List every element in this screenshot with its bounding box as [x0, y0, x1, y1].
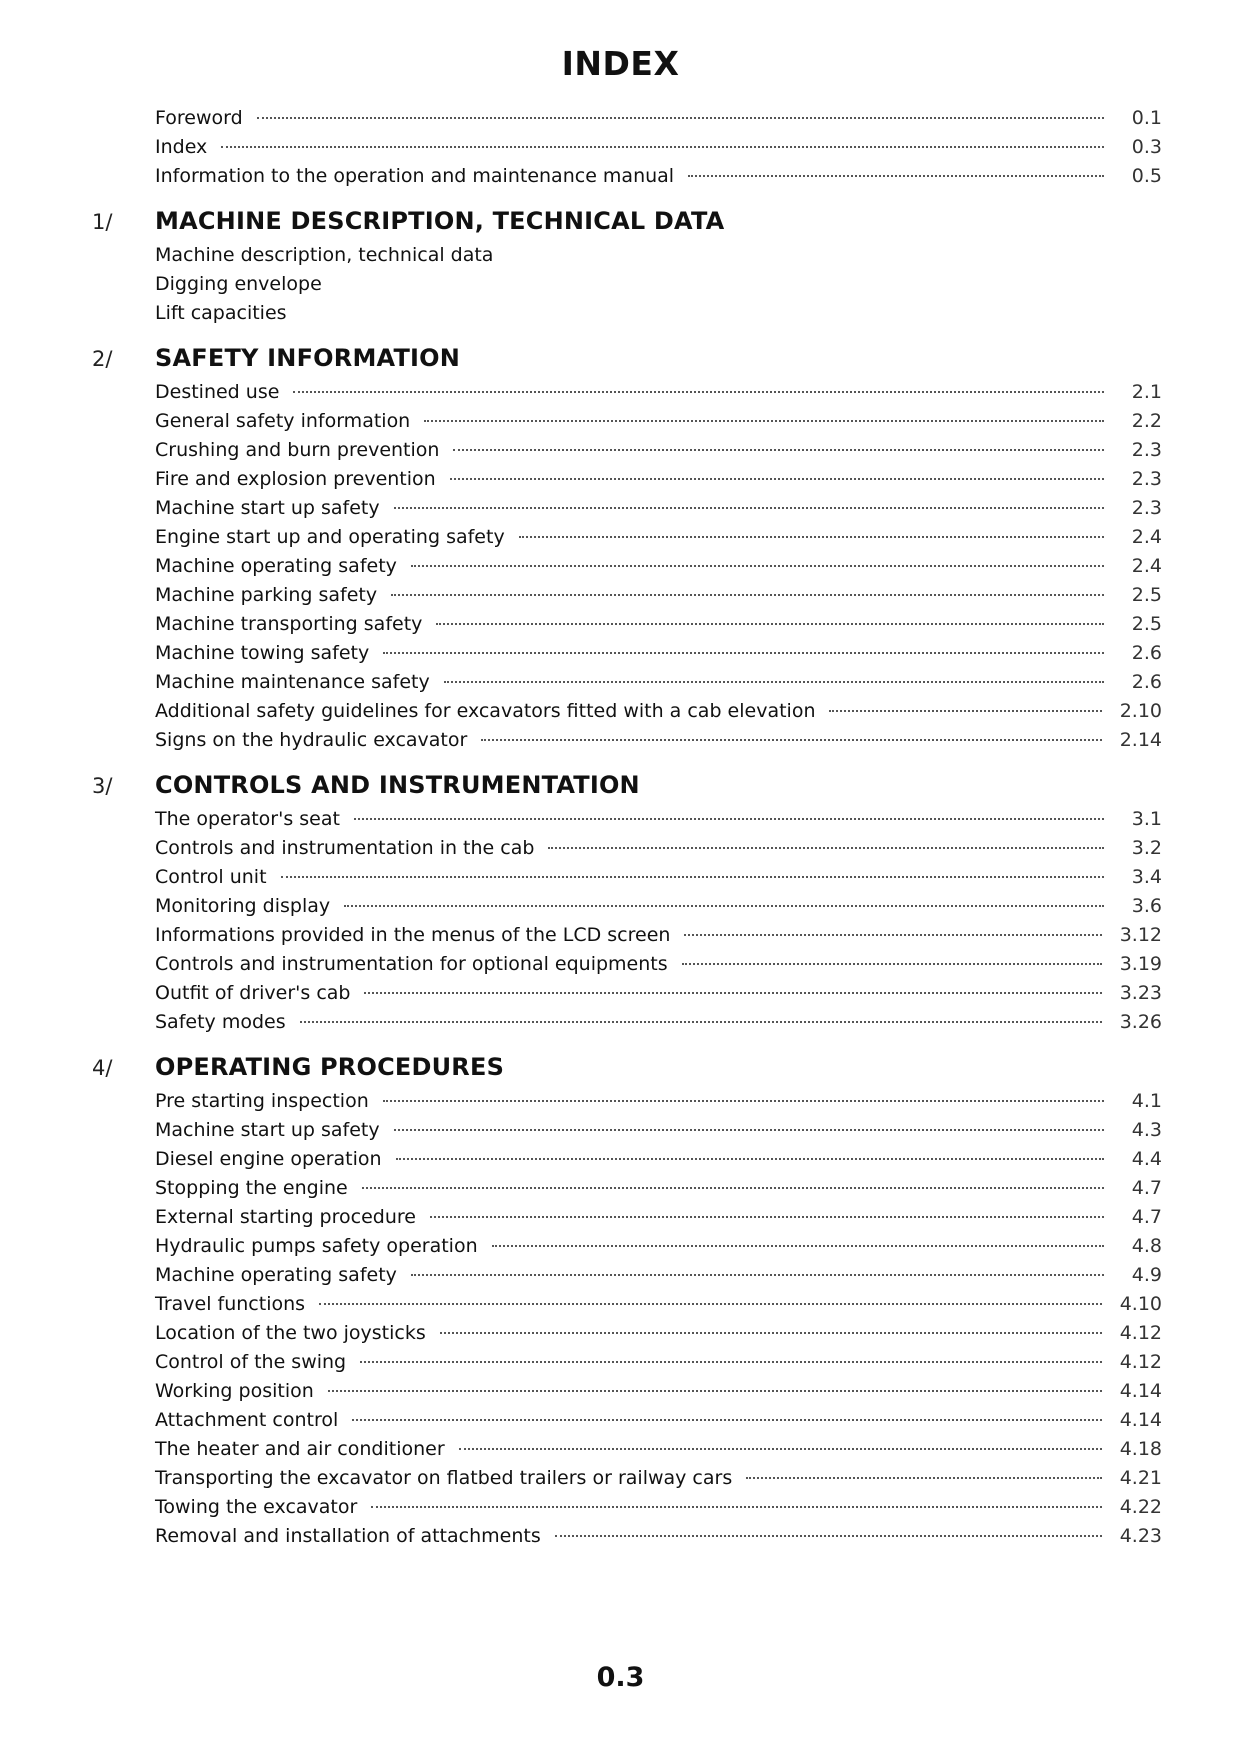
toc-entry-page: 4.23 [1119, 1525, 1162, 1547]
toc-entry[interactable] [92, 863, 1162, 892]
section-safety-information [92, 338, 1162, 755]
toc-entry-page: 4.22 [1119, 1496, 1162, 1518]
toc-entry-title: Machine start up safety [155, 1119, 380, 1141]
toc-entry[interactable] [92, 1203, 1162, 1232]
dot-leader [440, 1332, 1102, 1334]
toc-entry[interactable] [92, 805, 1162, 834]
toc-entry[interactable] [92, 407, 1162, 436]
toc-entry-title: Control of the swing [155, 1351, 347, 1373]
toc-entry-page: 2.2 [1131, 410, 1162, 432]
toc-entry-page: 2.1 [1131, 381, 1162, 403]
dot-leader [394, 507, 1104, 509]
toc-entry[interactable] [92, 1290, 1162, 1319]
section-machine-description [92, 201, 1162, 328]
section-number: 1/ [92, 210, 113, 234]
toc-entry[interactable] [92, 1464, 1162, 1493]
toc-subitem[interactable]: Machine description, technical data [155, 244, 494, 266]
dot-leader [682, 963, 1102, 965]
section-heading[interactable] [92, 765, 1162, 805]
toc-entry-page: 2.5 [1131, 584, 1162, 606]
toc-entry-title: The heater and air conditioner [155, 1438, 445, 1460]
dot-leader [257, 117, 1104, 119]
toc-entry[interactable] [92, 378, 1162, 407]
dot-leader [436, 623, 1104, 625]
dot-leader [364, 992, 1101, 994]
dot-leader [430, 1216, 1104, 1218]
dot-leader [281, 876, 1104, 878]
section-number: 2/ [92, 347, 113, 371]
dot-leader [444, 681, 1104, 683]
toc-entry-page: 2.3 [1131, 439, 1162, 461]
toc-entry-page: 4.8 [1131, 1235, 1162, 1257]
toc-entry-title: Monitoring display [155, 895, 331, 917]
toc-entry[interactable] [92, 523, 1162, 552]
dot-leader [481, 739, 1101, 741]
toc-entry-page: 4.18 [1119, 1438, 1162, 1460]
toc-entry-page: 3.23 [1119, 982, 1162, 1004]
section-heading[interactable] [92, 338, 1162, 378]
toc-entry-title: Stopping the engine [155, 1177, 348, 1199]
toc-entry-title: Outfit of driver's cab [155, 982, 351, 1004]
toc-entry-page: 4.14 [1119, 1409, 1162, 1431]
intro-list [92, 104, 1162, 191]
page-title: INDEX [561, 44, 680, 83]
dot-leader [411, 1274, 1104, 1276]
page-number: 0.3 [596, 1662, 645, 1693]
dot-leader [548, 847, 1104, 849]
toc-entry-page: 3.4 [1131, 866, 1162, 888]
toc-entry-title: Safety modes [155, 1011, 286, 1033]
toc-entry-page: 0.3 [1131, 136, 1162, 158]
dot-leader [344, 905, 1104, 907]
dot-leader [746, 1477, 1101, 1479]
toc-entry-title: Informations provided in the menus of the LCD screen [155, 924, 671, 946]
toc-entry[interactable] [92, 834, 1162, 863]
section-title: OPERATING PROCEDURES [155, 1053, 505, 1081]
toc-entry-title: Hydraulic pumps safety operation [155, 1235, 478, 1257]
dot-leader [688, 175, 1104, 177]
section-title: MACHINE DESCRIPTION, TECHNICAL DATA [155, 207, 725, 235]
dot-leader [352, 1419, 1101, 1421]
toc-entry-page: 2.10 [1119, 700, 1162, 722]
toc-entry-title: The operator's seat [155, 808, 340, 830]
toc-entry-title: Foreword [155, 107, 243, 129]
toc-entry[interactable] [92, 1116, 1162, 1145]
section-controls-instrumentation [92, 765, 1162, 1037]
toc-entry[interactable] [92, 921, 1162, 950]
table-of-contents [92, 104, 1162, 1551]
toc-entry-title: General safety information [155, 410, 411, 432]
dot-leader [354, 818, 1104, 820]
dot-leader [383, 1100, 1104, 1102]
toc-entry-title: Crushing and burn prevention [155, 439, 440, 461]
toc-entry-title: Location of the two joysticks [155, 1322, 426, 1344]
toc-entry[interactable] [92, 162, 1162, 191]
toc-entry-title: Attachment control [155, 1409, 339, 1431]
toc-entry-title: Diesel engine operation [155, 1148, 382, 1170]
section-title: SAFETY INFORMATION [155, 344, 461, 372]
toc-entry-page: 2.5 [1131, 613, 1162, 635]
toc-entry-page: 4.4 [1131, 1148, 1162, 1170]
toc-entry[interactable] [92, 1087, 1162, 1116]
toc-entry-title: Controls and instrumentation for optional equipments [155, 953, 668, 975]
toc-entry-page: 2.14 [1119, 729, 1162, 751]
dot-leader [459, 1448, 1102, 1450]
section-heading[interactable] [92, 201, 1162, 241]
toc-entry-page: 4.7 [1131, 1177, 1162, 1199]
dot-leader [391, 594, 1104, 596]
toc-entry[interactable] [92, 104, 1162, 133]
dot-leader [411, 565, 1104, 567]
dot-leader [300, 1021, 1102, 1023]
toc-entry[interactable] [92, 1319, 1162, 1348]
dot-leader [293, 391, 1104, 393]
toc-entry-title: Information to the operation and maintenance manual [155, 165, 675, 187]
toc-entry-page: 4.9 [1131, 1264, 1162, 1286]
toc-entry-page: 4.10 [1119, 1293, 1162, 1315]
toc-entry-page: 0.5 [1131, 165, 1162, 187]
dot-leader [424, 420, 1104, 422]
toc-entry-title: Machine parking safety [155, 584, 378, 606]
toc-entry[interactable] [92, 639, 1162, 668]
toc-entry-page: 3.12 [1119, 924, 1162, 946]
toc-subitem[interactable]: Digging envelope [155, 273, 322, 295]
dot-leader [450, 478, 1104, 480]
dot-leader [453, 449, 1104, 451]
toc-entry-page: 4.14 [1119, 1380, 1162, 1402]
toc-entry-page: 0.1 [1131, 107, 1162, 129]
dot-leader [519, 536, 1104, 538]
toc-entry[interactable] [92, 1174, 1162, 1203]
dot-leader [555, 1535, 1102, 1537]
toc-entry-page: 4.12 [1119, 1351, 1162, 1373]
toc-entry[interactable] [92, 1145, 1162, 1174]
toc-entry[interactable] [92, 133, 1162, 162]
dot-leader [383, 652, 1104, 654]
dot-leader [221, 146, 1104, 148]
toc-entry[interactable] [92, 1348, 1162, 1377]
toc-entry-page: 2.4 [1131, 526, 1162, 548]
toc-entry[interactable] [92, 1232, 1162, 1261]
dot-leader [396, 1158, 1104, 1160]
toc-entry-title: Machine towing safety [155, 642, 370, 664]
dot-leader [684, 934, 1101, 936]
toc-entry-page: 3.2 [1131, 837, 1162, 859]
section-title: CONTROLS AND INSTRUMENTATION [155, 771, 640, 799]
toc-entry-page: 4.12 [1119, 1322, 1162, 1344]
toc-entry[interactable] [92, 494, 1162, 523]
toc-entry[interactable] [92, 668, 1162, 697]
toc-entry[interactable] [92, 1261, 1162, 1290]
dot-leader [362, 1187, 1104, 1189]
toc-entry-page: 2.4 [1131, 555, 1162, 577]
toc-entry-page: 2.6 [1131, 642, 1162, 664]
toc-entry-title: Towing the excavator [155, 1496, 358, 1518]
toc-entry[interactable] [92, 1406, 1162, 1435]
toc-entry-title: Control unit [155, 866, 267, 888]
toc-entry[interactable] [92, 697, 1162, 726]
toc-entry-page: 2.6 [1131, 671, 1162, 693]
toc-entry-title: Transporting the excavator on flatbed trailers or railway cars [155, 1467, 733, 1489]
toc-entry[interactable] [92, 1493, 1162, 1522]
section-heading[interactable] [92, 1047, 1162, 1087]
toc-entry-page: 4.7 [1131, 1206, 1162, 1228]
toc-entry-title: External starting procedure [155, 1206, 416, 1228]
toc-entry-title: Controls and instrumentation in the cab [155, 837, 535, 859]
toc-entry[interactable] [92, 552, 1162, 581]
toc-entry-page: 4.3 [1131, 1119, 1162, 1141]
toc-entry-title: Index [155, 136, 208, 158]
section-number: 3/ [92, 774, 113, 798]
dot-leader [492, 1245, 1104, 1247]
section-operating-procedures [92, 1047, 1162, 1551]
toc-entry-title: Machine maintenance safety [155, 671, 430, 693]
toc-entry[interactable] [92, 465, 1162, 494]
toc-entry[interactable] [92, 950, 1162, 979]
toc-entry-page: 2.3 [1131, 497, 1162, 519]
dot-leader [394, 1129, 1104, 1131]
toc-entry-title: Machine operating safety [155, 555, 397, 577]
toc-entry-title: Working position [155, 1380, 314, 1402]
toc-entry[interactable] [92, 1522, 1162, 1551]
dot-leader [360, 1361, 1102, 1363]
toc-entry-title: Signs on the hydraulic excavator [155, 729, 468, 751]
toc-entry-title: Machine start up safety [155, 497, 380, 519]
toc-entry-page: 3.6 [1131, 895, 1162, 917]
toc-entry-title: Fire and explosion prevention [155, 468, 436, 490]
toc-entry[interactable] [92, 1008, 1162, 1037]
toc-entry-page: 3.1 [1131, 808, 1162, 830]
toc-entry-title: Engine start up and operating safety [155, 526, 505, 548]
toc-entry[interactable] [92, 436, 1162, 465]
toc-entry[interactable] [92, 581, 1162, 610]
toc-entry-title: Pre starting inspection [155, 1090, 369, 1112]
dot-leader [328, 1390, 1102, 1392]
toc-entry[interactable] [92, 610, 1162, 639]
toc-entry[interactable] [92, 979, 1162, 1008]
toc-entry-title: Travel functions [155, 1293, 306, 1315]
toc-entry-title: Additional safety guidelines for excavators fitted with a cab elevation [155, 700, 816, 722]
toc-entry[interactable] [92, 892, 1162, 921]
dot-leader [829, 710, 1101, 712]
toc-entry[interactable] [92, 1435, 1162, 1464]
toc-entry-title: Destined use [155, 381, 280, 403]
toc-entry[interactable] [92, 726, 1162, 755]
dot-leader [371, 1506, 1101, 1508]
toc-entry-title: Machine operating safety [155, 1264, 397, 1286]
toc-subitem[interactable]: Lift capacities [155, 302, 287, 324]
section-number: 4/ [92, 1056, 113, 1080]
toc-entry-page: 2.3 [1131, 468, 1162, 490]
toc-entry-page: 3.26 [1119, 1011, 1162, 1033]
toc-entry-title: Removal and installation of attachments [155, 1525, 541, 1547]
toc-entry-title: Machine transporting safety [155, 613, 423, 635]
toc-entry-page: 4.21 [1119, 1467, 1162, 1489]
toc-entry[interactable] [92, 1377, 1162, 1406]
dot-leader [319, 1303, 1102, 1305]
toc-entry-page: 4.1 [1131, 1090, 1162, 1112]
toc-entry-page: 3.19 [1119, 953, 1162, 975]
